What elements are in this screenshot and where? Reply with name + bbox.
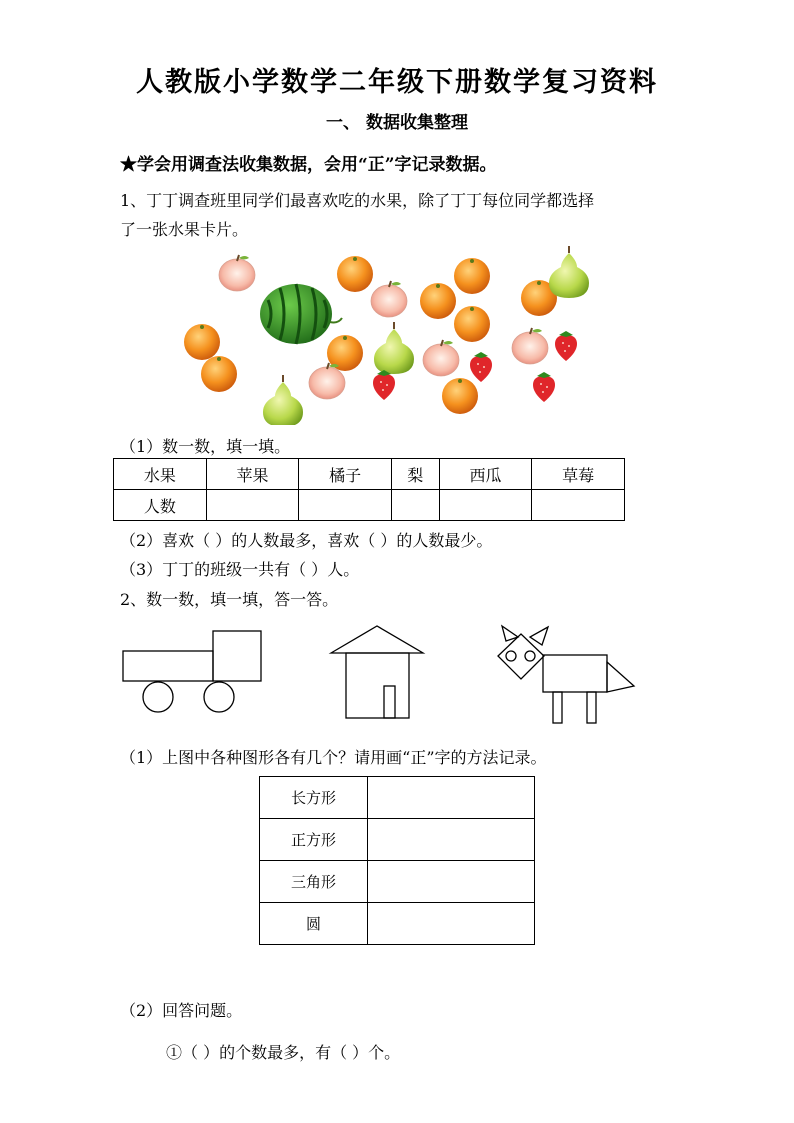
table-row xyxy=(260,861,535,903)
orange-icon xyxy=(337,256,373,292)
fruit-count-table xyxy=(113,458,625,521)
apple-icon xyxy=(219,255,255,291)
truck-body-rectangle xyxy=(123,651,213,681)
question1-sub1: （1）数一数，填一填。 xyxy=(120,437,291,456)
strawberry-icon xyxy=(555,331,577,361)
orange-icon xyxy=(454,258,490,294)
page-title: 人教版小学数学二年级下册数学复习资料 xyxy=(136,67,658,98)
truck-cab-square xyxy=(213,631,261,681)
orange-icon xyxy=(420,283,456,319)
truck-figure xyxy=(123,631,261,712)
strawberry-icon xyxy=(470,352,492,382)
answer-cell[interactable] xyxy=(391,490,439,521)
question1-text-line2: 了一张水果卡片。 xyxy=(120,220,249,239)
apple-icon xyxy=(423,340,459,376)
table-row xyxy=(260,903,535,945)
house-door-rectangle xyxy=(384,686,395,718)
table-row xyxy=(114,490,625,521)
orange-icon xyxy=(184,324,220,360)
house-wall-rectangle xyxy=(346,653,409,718)
answer-cell[interactable] xyxy=(439,490,532,521)
truck-wheel-circle xyxy=(204,682,234,712)
question1-sub3: （3）丁丁的班级一共有（ ）人。 xyxy=(120,560,360,579)
shape-tally-table xyxy=(259,776,535,945)
orange-icon xyxy=(454,306,490,342)
shape-label: 圆 xyxy=(260,903,368,945)
answer-cell[interactable] xyxy=(206,490,299,521)
tally-cell[interactable] xyxy=(368,861,535,903)
pear-icon xyxy=(549,246,589,298)
orange-icon xyxy=(442,378,478,414)
fruit-cards-illustration xyxy=(178,240,598,425)
table-header-cell: 西瓜 xyxy=(439,459,532,490)
apple-icon xyxy=(371,281,407,317)
tally-cell[interactable] xyxy=(368,777,535,819)
animal-body-rectangle xyxy=(543,655,607,692)
apple-icon xyxy=(512,328,548,364)
animal-leg-rectangle xyxy=(553,692,562,723)
answer-cell[interactable] xyxy=(532,490,625,521)
table-header-cell: 苹果 xyxy=(206,459,299,490)
house-figure xyxy=(331,626,423,718)
table-header-cell: 橘子 xyxy=(299,459,392,490)
truck-wheel-circle xyxy=(143,682,173,712)
table-row xyxy=(260,819,535,861)
animal-head-square xyxy=(498,634,544,679)
animal-tail-triangle xyxy=(607,662,634,692)
question1-sub2: （2）喜欢（ ）的人数最多，喜欢（ ）的人数最少。 xyxy=(120,531,493,550)
shapes-illustration xyxy=(110,615,650,730)
pear-icon xyxy=(374,322,414,374)
table-row xyxy=(260,777,535,819)
question1-text-line1: 1、丁丁调查班里同学们最喜欢吃的水果，除了丁丁每位同学都选择 xyxy=(120,191,595,210)
learning-objective: ★学会用调查法收集数据，会用“正”字记录数据。 xyxy=(120,155,497,175)
question2-answer1: ①（ ）的个数最多，有（ ）个。 xyxy=(166,1043,401,1062)
question2-text: 2、数一数，填一填，答一答。 xyxy=(120,590,339,609)
section-title: 一、 数据收集整理 xyxy=(326,113,468,133)
animal-eye-circle xyxy=(525,651,535,661)
animal-leg-rectangle xyxy=(587,692,596,723)
table-header-cell: 草莓 xyxy=(532,459,625,490)
strawberry-icon xyxy=(373,370,395,400)
question2-sub2: （2）回答问题。 xyxy=(120,1001,243,1020)
shape-label: 三角形 xyxy=(260,861,368,903)
strawberry-icon xyxy=(533,372,555,402)
tally-cell[interactable] xyxy=(368,819,535,861)
table-row-label: 人数 xyxy=(114,490,207,521)
table-header-cell: 梨 xyxy=(391,459,439,490)
pear-icon xyxy=(263,375,303,425)
answer-cell[interactable] xyxy=(299,490,392,521)
animal-eye-circle xyxy=(506,651,516,661)
tally-cell[interactable] xyxy=(368,903,535,945)
question2-sub1: （1）上图中各种图形各有几个？请用画“正”字的方法记录。 xyxy=(120,748,547,767)
animal-ear-triangle xyxy=(530,627,548,645)
animal-figure xyxy=(498,626,634,723)
orange-icon xyxy=(201,356,237,392)
watermelon-icon xyxy=(260,284,342,344)
shape-label: 长方形 xyxy=(260,777,368,819)
table-header-cell: 水果 xyxy=(114,459,207,490)
house-roof-triangle xyxy=(331,626,423,653)
shape-label: 正方形 xyxy=(260,819,368,861)
table-row xyxy=(114,459,625,490)
